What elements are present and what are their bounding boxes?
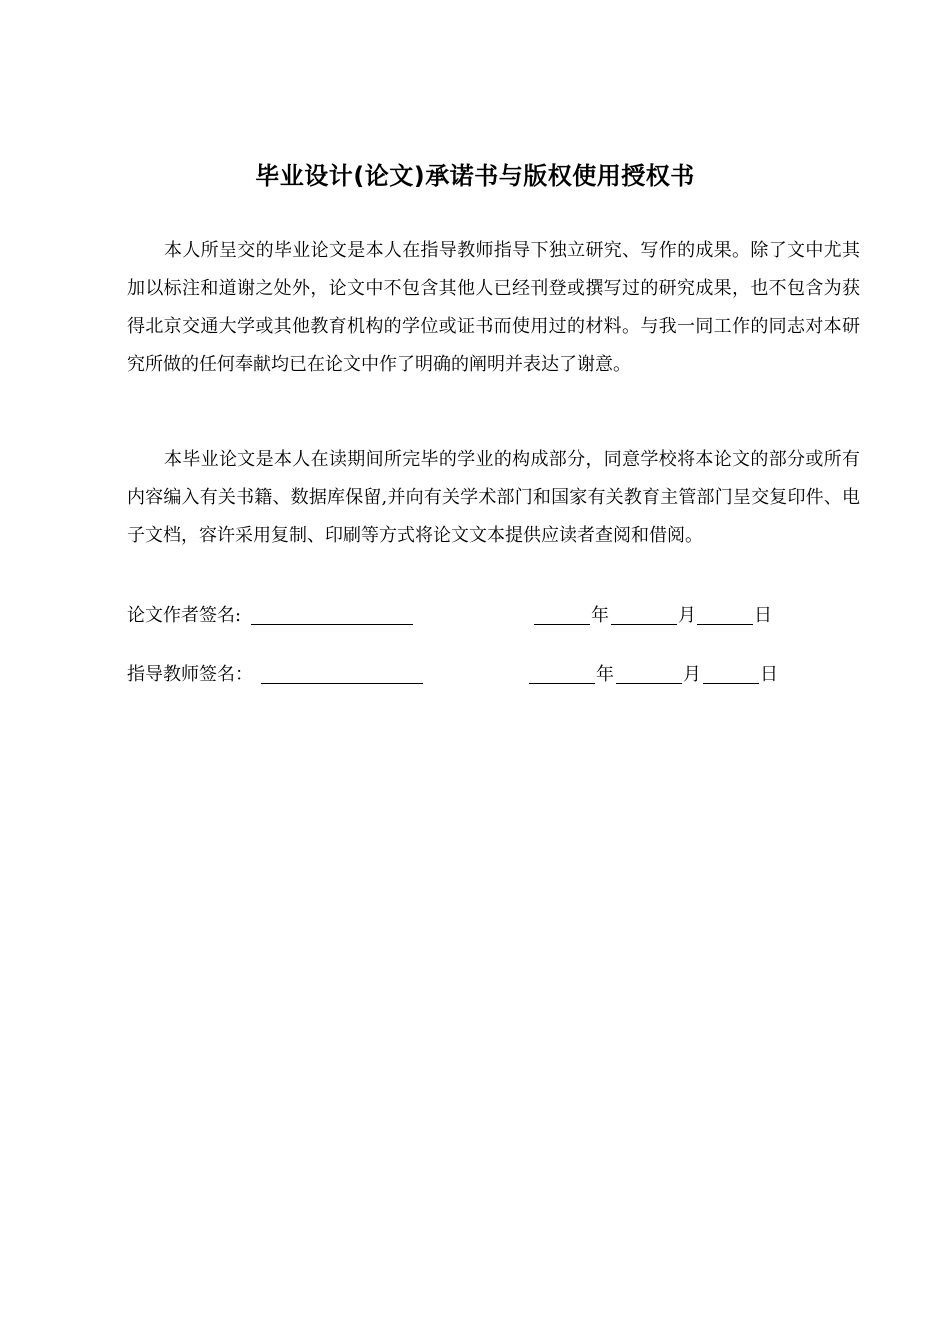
advisor-day-unit: 日 [760,664,778,685]
advisor-year-unit: 年 [596,664,614,685]
author-day-unit: 日 [754,605,772,626]
author-year-unit: 年 [591,605,609,626]
advisor-month-line [616,683,682,684]
document-title: 毕业设计(论文)承诺书与版权使用授权书 [255,162,695,190]
author-day-line [697,624,753,625]
advisor-month-unit: 月 [683,664,701,685]
author-signature-line [251,624,413,625]
author-month-line [611,624,677,625]
advisor-signature-row [127,660,860,690]
authorization-paragraph: 本毕业论文是本人在读期间所完毕的学业的构成部分，同意学校将本论文的部分或所有内容编入有关书籍、数据库保留,并向有关学术部门和国家有关教育主管部门呈交复印件、电子文档，容许采用复制、印刷等方式将论文文本提供应读者查阅和借阅。 [127,449,860,546]
author-year-line [534,624,590,625]
author-signature-label: 论文作者签名: [127,605,242,626]
advisor-signature-line [261,683,423,684]
advisor-day-line [703,683,759,684]
author-month-unit: 月 [678,605,696,626]
commitment-paragraph: 本人所呈交的毕业论文是本人在指导教师指导下独立研究、写作的成果。除了文中尤其加以标注和道谢之处外，论文中不包含其他人已经刊登或撰写过的研究成果，也不包含为获得北京交通大学或其他教育机构的学位或证书而使用过的材料。与我一同工作的同志对本研究所做的任何奉献均已在论文中作了明确的阐明并表达了谢意。 [127,240,860,375]
advisor-signature-label: 指导教师签名： [127,664,253,685]
author-signature-row [127,601,860,631]
advisor-year-line [529,683,595,684]
